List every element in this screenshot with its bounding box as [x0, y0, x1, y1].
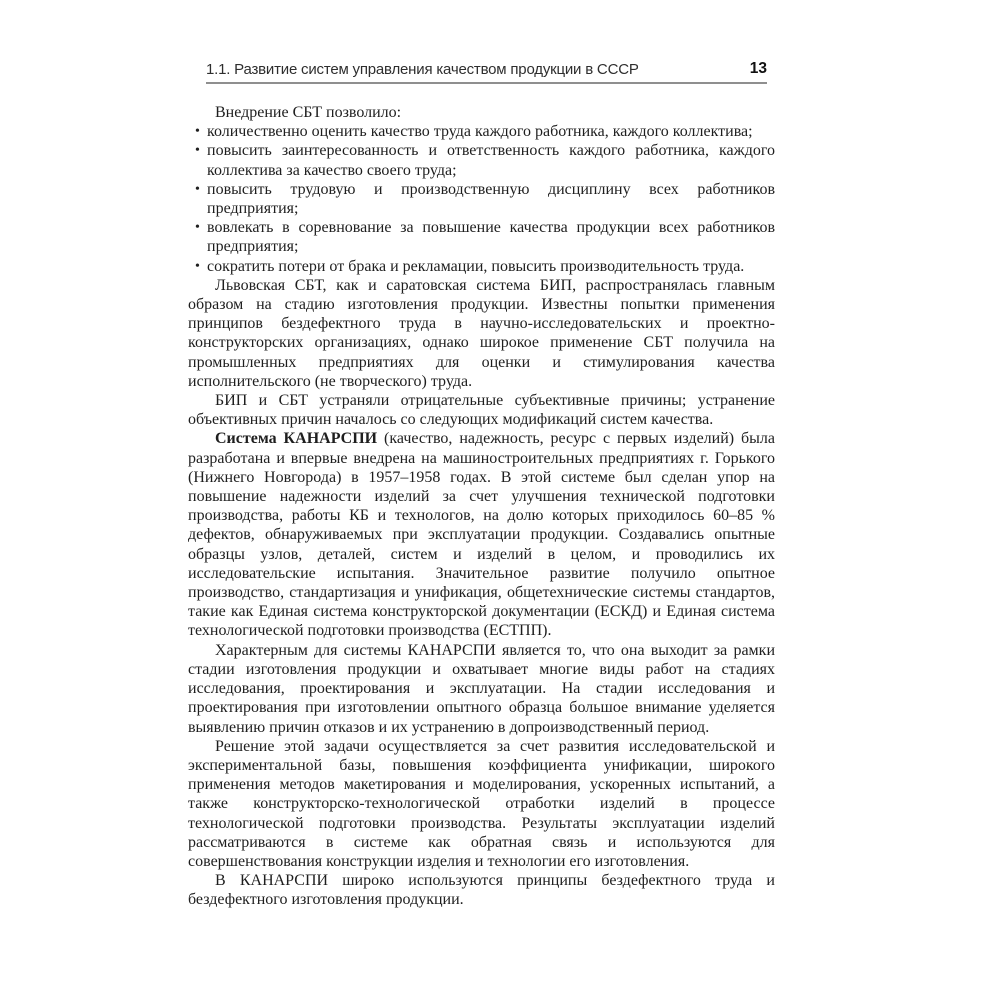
list-item-text: количественно оценить качество труда каждого работника, каждого коллектива;: [207, 123, 753, 141]
paragraph: [188, 391, 775, 429]
list-item: [188, 180, 775, 218]
paragraph-run: Характерным для системы КАНАРСПИ является то, что она выходит за рамки стадии изготовления продукции и охватывает многие виды работ на стадиях исследования, проектирования и эксплуатации. На стадии исследования и проектирования при изготовлении опытного образца большое внимание уделяется выявлению причин отказов и их устранению в допроизводственный период.: [188, 641, 775, 736]
paragraph: [188, 429, 775, 640]
page-number: 13: [749, 60, 767, 77]
bullet-icon: •: [195, 220, 200, 236]
list-item-text: повысить трудовую и производственную дисциплину всех работников предприятия;: [207, 180, 775, 218]
body-text: [188, 103, 775, 910]
paragraph: [188, 641, 775, 737]
paragraph-bold-run: Система КАНАРСПИ: [215, 430, 378, 448]
paragraph: [188, 871, 775, 909]
paragraph-run: (качество, надежность, ресурс с первых изделий) была разработана и впервые внедрена на машиностроительных предприятиях г. Горького (Нижнего Новгорода) в 1957–1958 годах. В этой системе был сделан упор на повышение надежности изделий за счет улучшения технической подготовки производства, работы КБ и технологов, на долю которых приходилось 60–85 % дефектов, обнаруживаемых при эксплуатации продукции. Создавались опытные образцы узлов, деталей, систем и изделий в целом, и проводились их исследовательские испытания. Значительное развитие получило опытное производство, стандартизация и унификация, общетехнические системы стандартов, такие как Единая система конструкторской документации (ЕСКД) и Единая система технологической подготовки производства (ЕСТПП).: [188, 430, 775, 640]
list-item: [188, 257, 775, 276]
list-item-text: повысить заинтересованность и ответственность каждого работника, каждого коллектива за качество своего труда;: [207, 142, 775, 179]
list-item-text: вовлекать в соревнование за повышение качества продукции всех работников предприятия;: [207, 219, 775, 256]
intro-paragraph: Внедрение СБТ позволило:: [215, 104, 402, 121]
page-header: [206, 60, 767, 84]
bullet-icon: •: [195, 181, 200, 197]
list-item: [188, 122, 775, 141]
list-item: [188, 141, 775, 179]
bullet-icon: •: [195, 124, 200, 140]
list-item: [188, 218, 775, 256]
bullet-list: [188, 122, 775, 276]
bullet-icon: •: [195, 143, 200, 159]
paragraphs: [188, 276, 775, 910]
list-item-text: сократить потери от брака и рекламации, повысить производительность труда.: [207, 257, 745, 275]
paragraph: [188, 276, 775, 391]
paragraph-run: БИП и СБТ устраняли отрицательные субъективные причины; устранение объективных причин началось со следующих модификаций систем качества.: [188, 392, 775, 429]
bullet-icon: •: [195, 258, 200, 274]
paragraph-run: Решение этой задачи осуществляется за счет развития исследовательской и экспериментальной базы, повышения коэффициента унификации, широкого применения методов макетирования и моделирования, ускоренных испытаний, а также конструкторско-технологической отработки изделий в процессе технологической подготовки производства. Результаты эксплуатации изделий рассматриваются в системе как обратная связь и используются для совершенствования конструкции изделия и технологии его изготовления.: [188, 737, 775, 870]
paragraph-run: В КАНАРСПИ широко используются принципы бездефектного труда и бездефектного изготовления продукции.: [188, 872, 775, 909]
running-title: 1.1. Развитие систем управления качеством продукции в СССР: [206, 61, 639, 78]
paragraph-run: Львовская СБТ, как и саратовская система БИП, распространялась главным образом на стадию изготовления продукции. Известны попытки применения принципов бездефектного труда в научно-исследовательских и проектно-конструкторских организациях, однако широкое применение СБТ получила на промышленных предприятиях для оценки и стимулирования качества исполнительского (не творческого) труда.: [188, 276, 775, 390]
paragraph: [188, 737, 775, 871]
